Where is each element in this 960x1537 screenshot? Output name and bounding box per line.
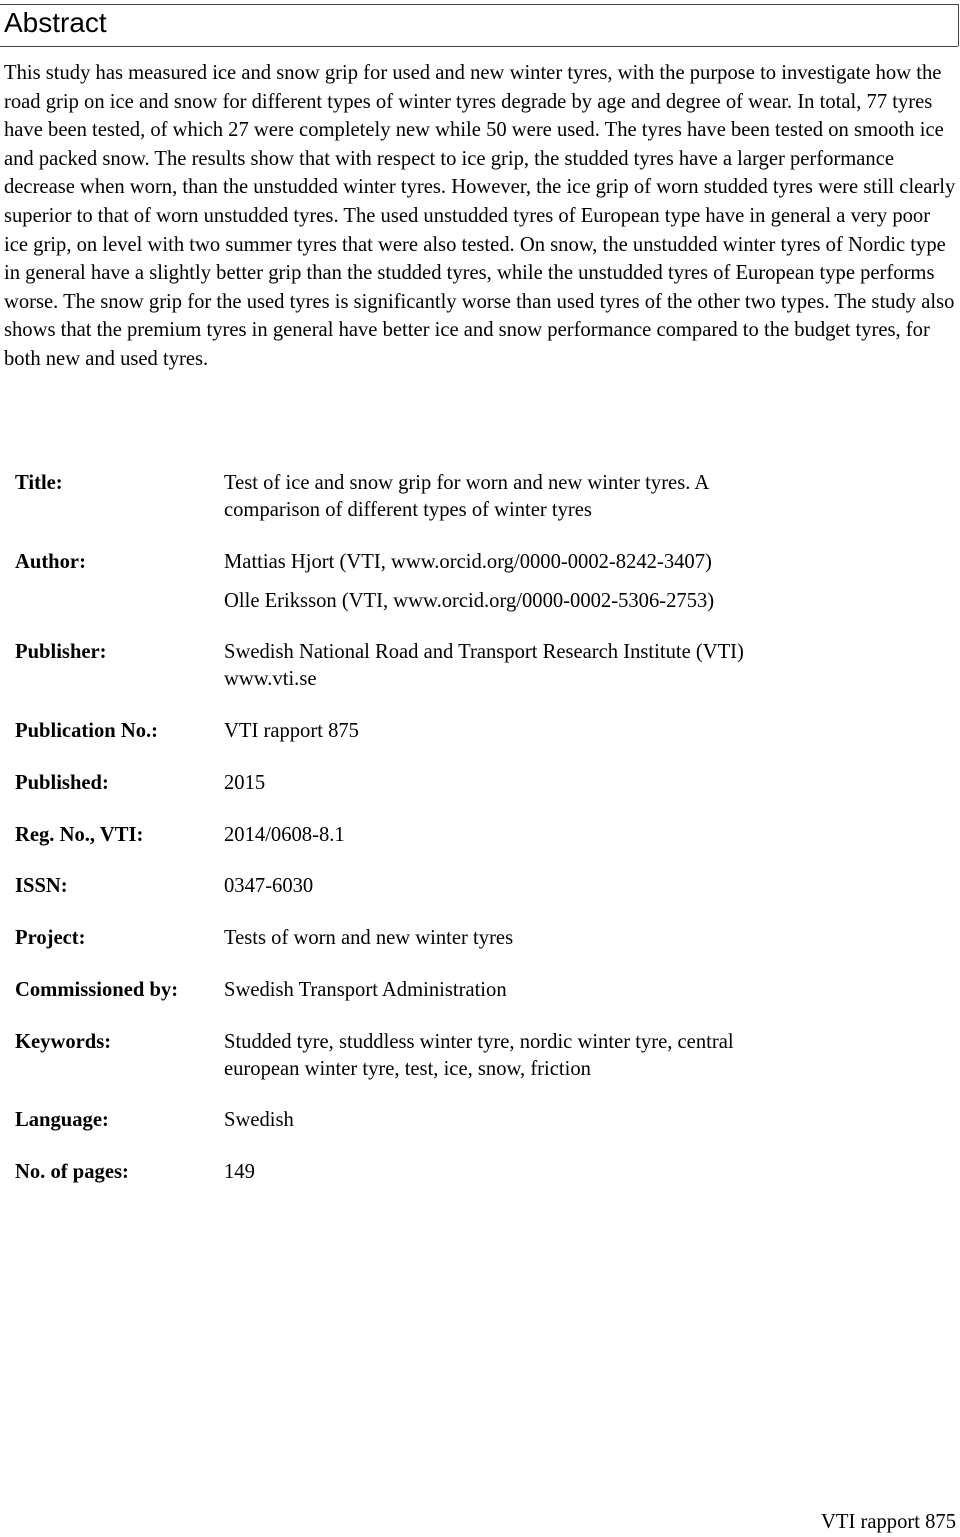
heading-frame-rule: [958, 4, 959, 46]
keywords-line-2: european winter tyre, test, ice, snow, friction: [224, 1058, 591, 1080]
author-1: Mattias Hjort (VTI, www.orcid.org/0000-0002-8242-3407): [224, 551, 712, 573]
publication-no-value: VTI rapport 875: [224, 720, 359, 742]
title-line-1: Test of ice and snow grip for worn and new winter tyres. A: [224, 472, 710, 494]
project-value: Tests of worn and new winter tyres: [224, 927, 514, 949]
issn-label: ISSN:: [15, 875, 68, 897]
abstract-heading: Abstract: [4, 7, 107, 38]
title-line-2: comparison of different types of winter tyres: [224, 499, 592, 521]
language-value: Swedish: [224, 1109, 294, 1131]
author-2: Olle Eriksson (VTI, www.orcid.org/0000-0002-5306-2753): [224, 590, 715, 612]
title-value: [224, 470, 824, 524]
footer-report-number: VTI rapport 875: [821, 1511, 956, 1533]
commissioned-by-value: Swedish Transport Administration: [224, 979, 507, 1001]
commissioned-by-label: Commissioned by:: [15, 979, 179, 1001]
title-label: Title:: [15, 472, 63, 494]
keywords-line-1: Studded tyre, studdless winter tyre, nordic winter tyre, central: [224, 1031, 734, 1053]
reg-no-label: Reg. No., VTI:: [15, 824, 144, 846]
abstract-text: This study has measured ice and snow grip for used and new winter tyres, with the purpose to investigate how the road grip on ice and snow for different types of winter tyres degrade by age and degree of wear. In total, 77 tyres have been tested, of which 27 were completely new while 50 were used. The tyres have been tested on smooth ice and packed snow. The results show that with respect to ice grip, the studded tyres have a larger performance decrease when worn, than the unstudded winter tyres. However, the ice grip of worn studded tyres were still clearly superior to that of worn unstudded tyres. The used unstudded tyres of European type have in general a very poor ice grip, on level with two summer tyres that were also tested. On snow, the unstudded winter tyres of Nordic type in general have a slightly better grip than the studded tyres, while the unstudded tyres of European type performs worse. The snow grip for the used tyres is significantly worse than used tyres of the other two types. The study also shows that the premium tyres in general have better ice and snow performance compared to the budget tyres, for both new and used tyres.: [4, 62, 956, 370]
issn-value: 0347-6030: [224, 875, 314, 897]
pages-label: No. of pages:: [15, 1161, 129, 1183]
author-value: [224, 549, 824, 615]
pages-value: 149: [224, 1161, 255, 1183]
keywords-value: [224, 1029, 824, 1083]
heading-rule: [0, 46, 958, 47]
published-value: 2015: [224, 772, 266, 794]
publisher-website: www.vti.se: [224, 668, 317, 690]
publisher-value: [224, 639, 824, 693]
reg-no-value: 2014/0608-8.1: [224, 824, 345, 846]
publication-no-label: Publication No.:: [15, 720, 159, 742]
publisher-label: Publisher:: [15, 641, 107, 663]
keywords-label: Keywords:: [15, 1031, 112, 1053]
project-label: Project:: [15, 927, 86, 949]
language-label: Language:: [15, 1109, 109, 1131]
published-label: Published:: [15, 772, 109, 794]
top-rule: [0, 4, 958, 5]
publisher-name: Swedish National Road and Transport Research Institute (VTI): [224, 641, 744, 663]
author-label: Author:: [15, 551, 86, 573]
